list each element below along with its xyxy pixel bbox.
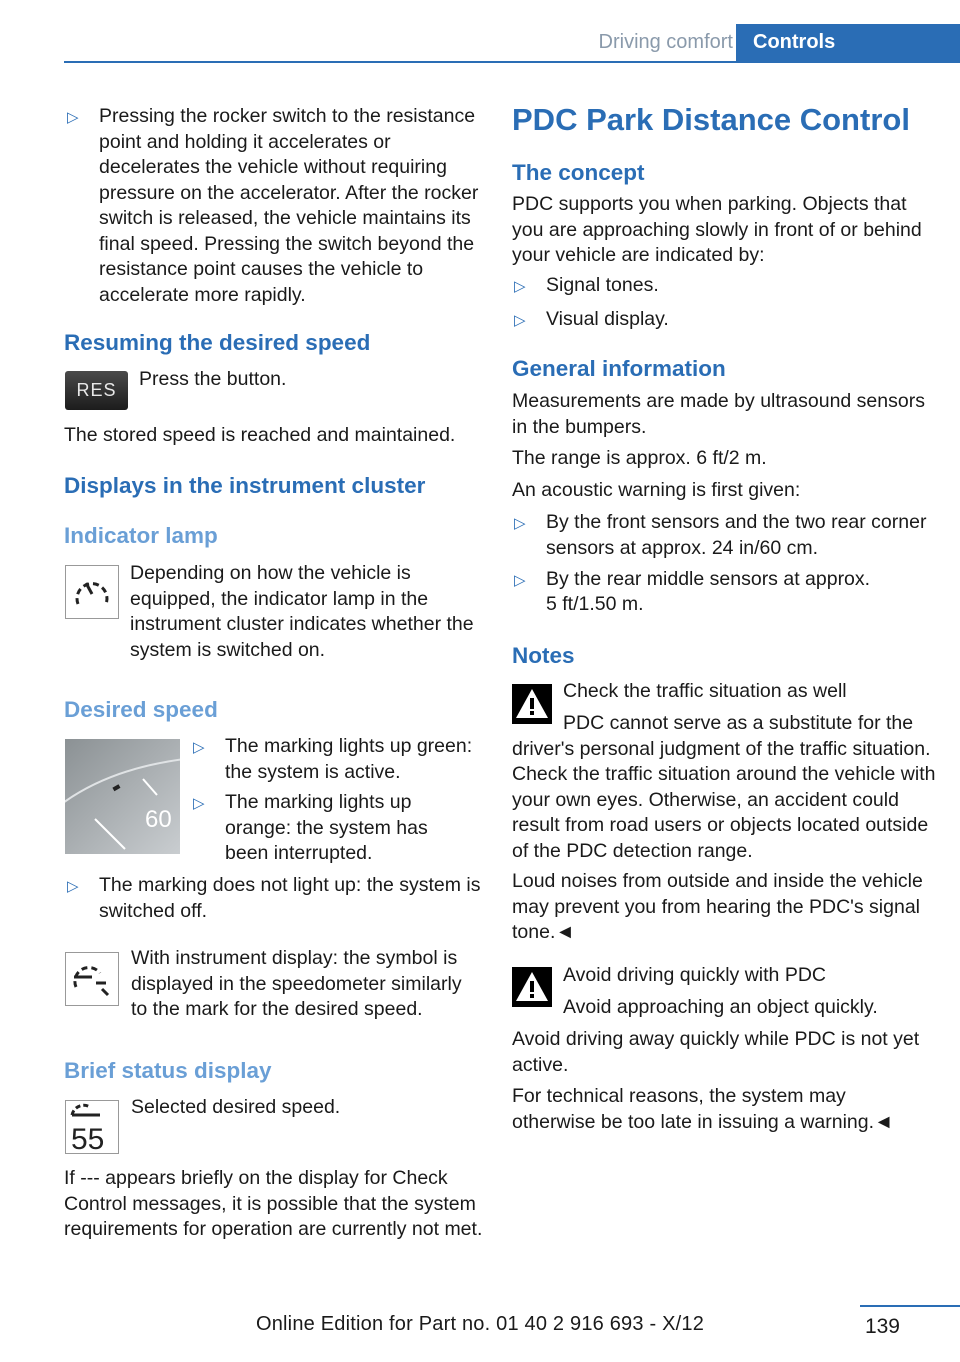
displays-heading: Displays in the instrument cluster <box>64 473 426 498</box>
header-rule <box>64 61 960 63</box>
concept-heading: The concept <box>512 160 645 185</box>
res-button-icon: RES <box>65 371 128 410</box>
bullet-triangle-icon: ▷ <box>514 278 526 295</box>
warning-2-title: Avoid driving quickly with PDC <box>563 964 826 986</box>
speedo-value: 60 <box>145 806 172 833</box>
warning-1-title: Check the traffic situation as well <box>563 680 847 702</box>
bullet-triangle-icon: ▷ <box>514 312 526 329</box>
marking-green-text: The marking lights up green: the system is active. <box>225 735 473 783</box>
visual-display-text: Visual display. <box>546 308 669 330</box>
check-control-text: If --- appears briefly on the display for Check Control messages, it is possible that the system requirements for operation are currently not met. <box>64 1167 483 1240</box>
warning-icon <box>512 967 552 1007</box>
bullet-triangle-icon: ▷ <box>67 878 79 895</box>
technical-text: For technical reasons, the system may otherwise be too late in issuing a warning.◄ <box>512 1085 894 1133</box>
notes-heading: Notes <box>512 643 575 668</box>
desired-speed-heading: Desired speed <box>64 697 218 722</box>
loud-noises-text: Loud noises from outside and inside the vehicle may prevent you from hearing the PDC's signal tone.◄ <box>512 870 923 943</box>
section-title: Driving comfort <box>598 31 733 53</box>
cruise-indicator-icon <box>65 565 119 619</box>
range-text: The range is approx. 6 ft/2 m. <box>512 447 767 469</box>
bullet-triangle-icon: ▷ <box>514 515 526 532</box>
bullet-triangle-icon: ▷ <box>67 109 79 126</box>
warning-1-text: PDC cannot serve as a substitute for the driver's personal judgment of the traffic situation. Check the traffic situation around the vehicle with your own eyes. Otherwise, an accident could result from road users or objects located outside of the PDC detection range. <box>512 712 936 862</box>
bullet-triangle-icon: ▷ <box>193 739 205 756</box>
press-button-text: Press the button. <box>139 368 287 390</box>
brief-status-heading: Brief status display <box>64 1058 272 1083</box>
selected-speed-text: Selected desired speed. <box>131 1096 341 1118</box>
instrument-display-text: With instrument display: the symbol is displayed in the speedometer similarly to the mark for the desired speed. <box>131 947 462 1020</box>
brief-status-icon <box>65 1100 119 1154</box>
footer-rule <box>860 1305 960 1307</box>
stored-speed-text: The stored speed is reached and maintained. <box>64 424 456 446</box>
resuming-heading: Resuming the desired speed <box>64 330 371 355</box>
rocker-switch-text: Pressing the rocker switch to the resistance point and holding it accelerates or decelerates the vehicle without requiring pressure on the accelerator. After the rocker switch is released, the vehicle maintains its final speed. Pressing the switch beyond the resistance point causes the vehicle to accelerate more rapidly. <box>99 105 479 306</box>
bullet-triangle-icon: ▷ <box>193 795 205 812</box>
avoid-away-text: Avoid driving away quickly while PDC is not yet active. <box>512 1028 920 1076</box>
bullet-triangle-icon: ▷ <box>514 572 526 589</box>
signal-tones-text: Signal tones. <box>546 274 659 296</box>
chapter-tab[interactable]: Controls <box>736 24 960 61</box>
page-number: 139 <box>864 1315 900 1338</box>
indicator-heading: Indicator lamp <box>64 523 218 548</box>
concept-text: PDC supports you when parking. Objects that you are approaching slowly in front of or behind your vehicle are indicated by: <box>512 193 922 266</box>
speedometer-image <box>65 739 180 854</box>
marking-off-text: The marking does not light up: the system is switched off. <box>99 874 481 922</box>
rear-middle-text-1: By the rear middle sensors at approx. <box>546 568 871 590</box>
acoustic-text: An acoustic warning is first given: <box>512 479 801 501</box>
warning-2-text: Avoid approaching an object quickly. <box>563 996 878 1018</box>
edition-footer: Online Edition for Part no. 01 40 2 916 693 - X/12 <box>255 1313 705 1335</box>
front-sensors-text: By the front sensors and the two rear corner sensors at approx. 24 in/60 cm. <box>546 511 927 559</box>
general-info-heading: General information <box>512 356 726 381</box>
rear-middle-text-2: 5 ft/1.50 m. <box>546 593 644 615</box>
pdc-heading: PDC Park Distance Control <box>512 102 910 137</box>
marking-orange-text: The marking lights up orange: the system has been interrupted. <box>225 791 428 864</box>
indicator-text: Depending on how the vehicle is equipped, the indicator lamp in the instrument cluster indicates whether the system is switched on. <box>130 562 474 661</box>
speedometer-symbol-icon <box>65 952 119 1006</box>
brief-status-value: 55 <box>71 1123 105 1153</box>
measurements-text: Measurements are made by ultrasound sensors in the bumpers. <box>512 390 925 438</box>
